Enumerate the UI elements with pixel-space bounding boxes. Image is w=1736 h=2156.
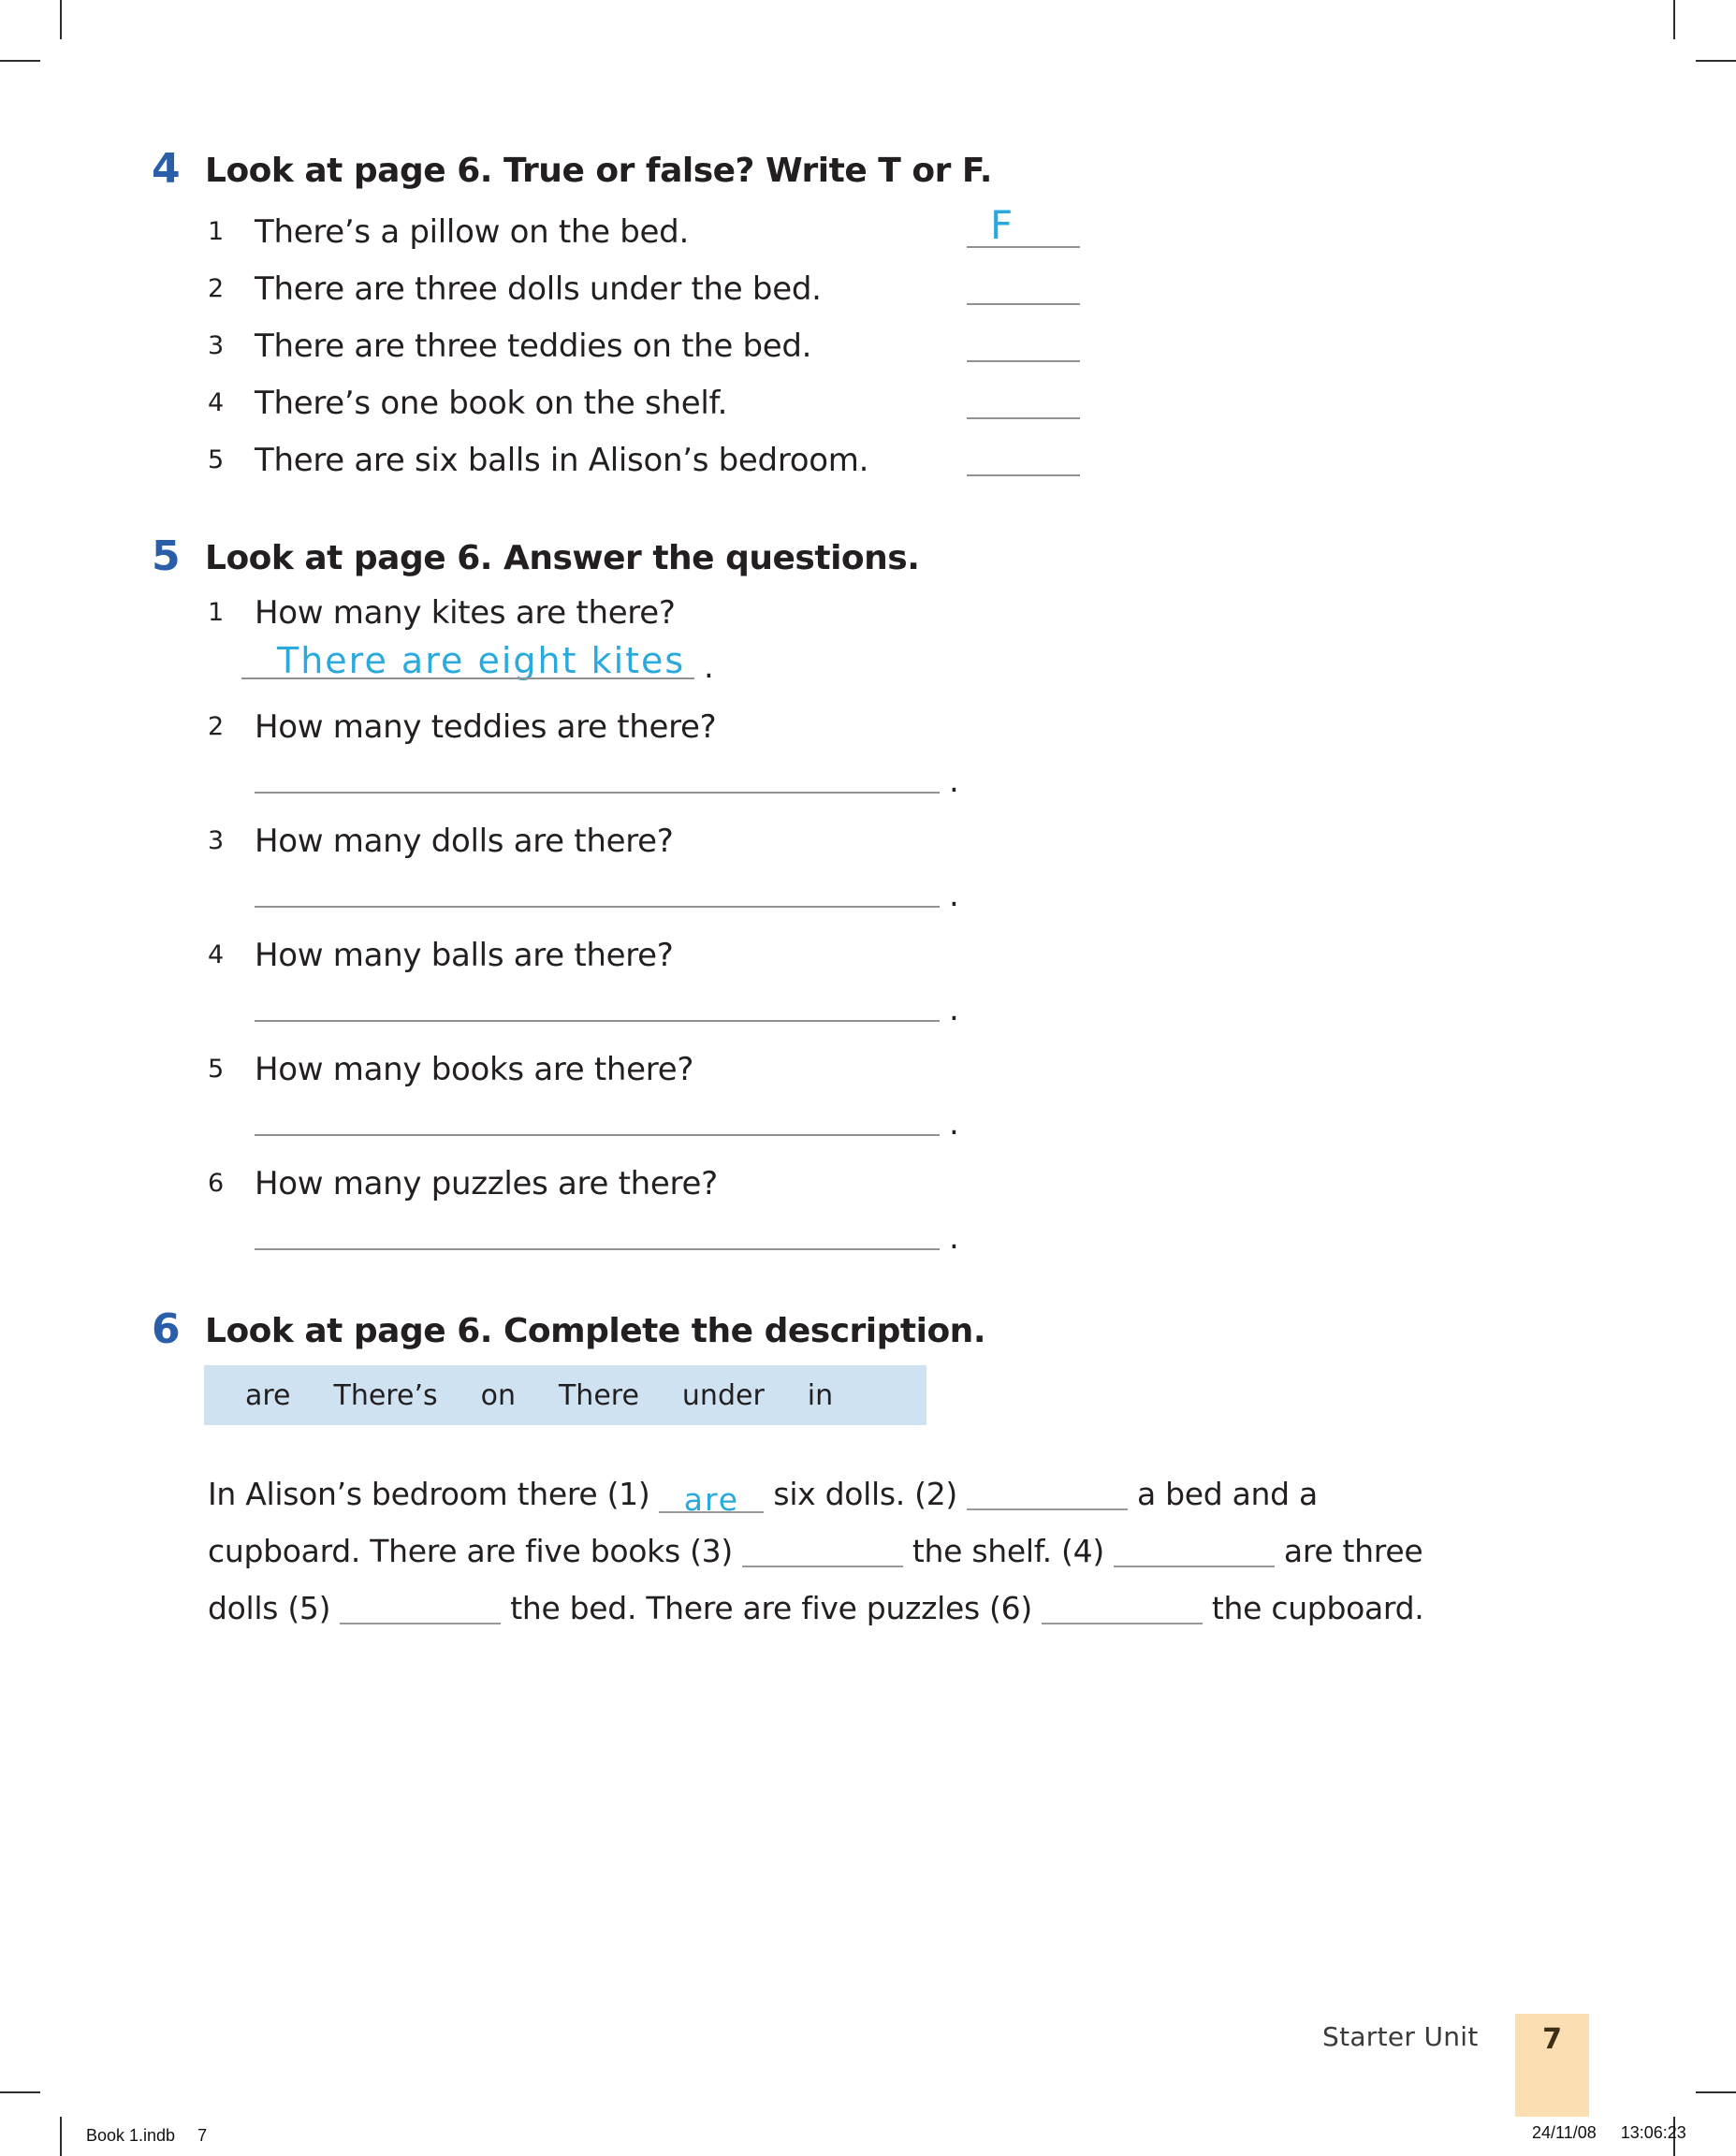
exercise4-item-1-answer: F	[990, 202, 1015, 248]
exercise4-item-2-number: 2	[208, 274, 225, 303]
exercise4-item-4-text: There’s one book on the shelf.	[255, 385, 728, 422]
exercise4-item-4-answer-line[interactable]	[967, 417, 1080, 419]
description-text: cupboard. There are five books (3)	[208, 1533, 733, 1569]
word-bank-word: There	[558, 1378, 639, 1412]
exercise5-item-4-number: 4	[208, 940, 225, 969]
print-time: 13:06:23	[1620, 2123, 1686, 2142]
footer-section-label: Starter Unit	[1322, 2021, 1479, 2052]
exercise5-item-5-number: 5	[208, 1055, 225, 1084]
exercise5-item-5-answer-line[interactable]	[255, 1134, 940, 1136]
crop-mark-top-left-horizontal	[0, 60, 40, 62]
exercise4-item-2-text: There are three dolls under the bed.	[255, 270, 822, 308]
description-blank-4[interactable]	[1114, 1534, 1275, 1567]
exercise4-item-5-text: There are six balls in Alison’s bedroom.	[255, 442, 869, 479]
exercise5-item-6-answer-line[interactable]	[255, 1248, 940, 1250]
exercise6-number: 6	[152, 1305, 181, 1353]
exercise4-item-3-number: 3	[208, 331, 225, 360]
exercise4-title: Look at page 6. True or false? Write T or F.	[205, 152, 992, 190]
word-bank-word: on	[480, 1378, 516, 1412]
exercise5-item-4-answer-line[interactable]	[255, 1020, 940, 1022]
exercise4-item-3-answer-line[interactable]	[967, 360, 1080, 362]
exercise5-item-2-question: How many teddies are there?	[255, 708, 717, 746]
exercise5-item-4-period: .	[949, 991, 959, 1028]
description-blank-5[interactable]	[340, 1591, 501, 1624]
exercise5-item-1-question: How many kites are there?	[255, 594, 676, 632]
word-bank	[204, 1365, 926, 1425]
exercise5-item-3-answer-line[interactable]	[255, 906, 940, 908]
exercise4-item-3-text: There are three teddies on the bed.	[255, 328, 812, 365]
exercise5-item-3-question: How many dolls are there?	[255, 823, 674, 860]
description-blank-3[interactable]	[742, 1534, 903, 1567]
crop-mark-bottom-left-horizontal	[0, 2091, 40, 2093]
print-info-left	[86, 2126, 207, 2146]
exercise5-item-1-answer: There are eight kites	[277, 640, 686, 681]
description-text: the cupboard.	[1211, 1590, 1424, 1626]
exercise5-item-6-number: 6	[208, 1169, 225, 1198]
description-blank-1[interactable]	[659, 1479, 764, 1518]
description-line-3	[208, 1588, 1423, 1629]
description-text: the bed. There are five puzzles (6)	[510, 1590, 1032, 1626]
exercise5-title: Look at page 6. Answer the questions.	[205, 539, 920, 577]
exercise5-item-4-question: How many balls are there?	[255, 937, 674, 974]
description-blank-2[interactable]	[967, 1477, 1128, 1510]
crop-mark-bottom-right-horizontal	[1696, 2091, 1736, 2093]
exercise4-item-4-number: 4	[208, 388, 225, 417]
description-line-1	[208, 1474, 1318, 1518]
crop-mark-bottom-left-vertical	[60, 2117, 62, 2156]
description-text: six dolls. (2)	[773, 1476, 957, 1512]
print-info-right	[1532, 2123, 1686, 2143]
page-number: 7	[1542, 2023, 1562, 2056]
word-bank-word: in	[807, 1378, 834, 1412]
exercise4-item-1-answer-line[interactable]	[967, 246, 1080, 248]
exercise5-item-1-period: .	[704, 648, 714, 686]
description-text: the shelf. (4)	[912, 1533, 1104, 1569]
crop-mark-top-right-vertical	[1673, 0, 1675, 39]
word-bank-word: under	[681, 1378, 765, 1412]
exercise4-item-5-answer-line[interactable]	[967, 474, 1080, 476]
exercise5-item-5-period: .	[949, 1105, 959, 1143]
description-blank-6[interactable]	[1042, 1591, 1203, 1624]
exercise5-item-3-number: 3	[208, 826, 225, 855]
description-blank-1-answer: are	[683, 1481, 740, 1518]
word-bank-word: There’s	[333, 1378, 438, 1412]
exercise4-item-2-answer-line[interactable]	[967, 303, 1080, 305]
print-file-name: Book 1.indb	[86, 2126, 176, 2145]
exercise5-item-5-question: How many books are there?	[255, 1051, 694, 1088]
description-text: a bed and a	[1137, 1476, 1318, 1512]
crop-mark-top-left-vertical	[60, 0, 62, 39]
exercise4-item-5-number: 5	[208, 445, 225, 474]
word-bank-word: are	[245, 1378, 291, 1412]
exercise5-item-1-answer-line[interactable]	[241, 677, 694, 679]
exercise5-item-2-period: .	[949, 763, 959, 800]
exercise5-item-2-answer-line[interactable]	[255, 792, 940, 794]
exercise5-item-2-number: 2	[208, 712, 225, 741]
print-date: 24/11/08	[1532, 2123, 1597, 2142]
description-text: dolls (5)	[208, 1590, 331, 1626]
description-text: are three	[1283, 1533, 1423, 1569]
exercise4-item-1-text: There’s a pillow on the bed.	[255, 213, 689, 251]
exercise5-item-1-number: 1	[208, 598, 225, 627]
description-text: In Alison’s bedroom there (1)	[208, 1476, 650, 1512]
print-file-page: 7	[197, 2126, 208, 2145]
exercise5-number: 5	[152, 532, 181, 580]
description-line-2	[208, 1531, 1422, 1572]
page-number-box	[1515, 2014, 1589, 2117]
exercise4-number: 4	[152, 145, 181, 193]
exercise5-item-6-question: How many puzzles are there?	[255, 1165, 718, 1202]
exercise5-item-3-period: .	[949, 877, 959, 914]
exercise6-title: Look at page 6. Complete the description.	[205, 1312, 985, 1350]
exercise5-item-6-period: .	[949, 1219, 959, 1257]
crop-mark-top-right-horizontal	[1696, 60, 1736, 62]
exercise4-item-1-number: 1	[208, 217, 225, 246]
